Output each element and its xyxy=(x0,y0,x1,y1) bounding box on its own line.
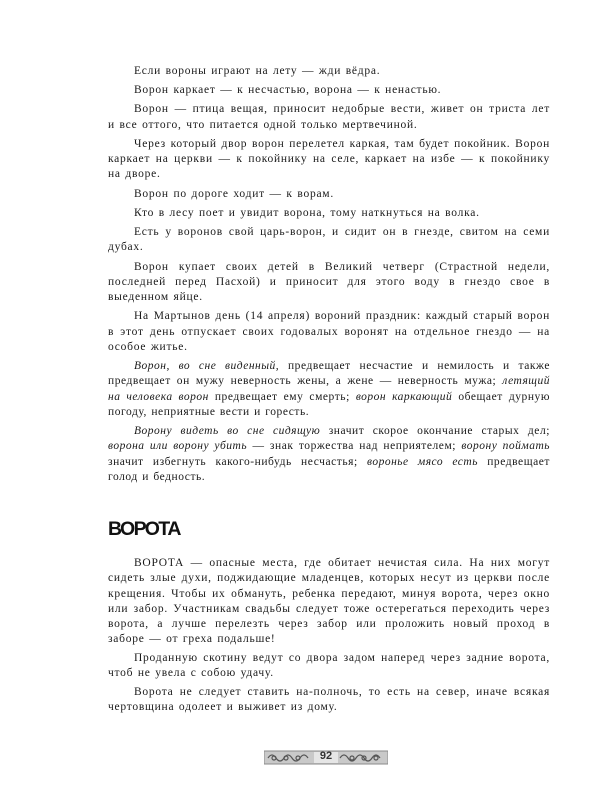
section-heading: ВОРОТА xyxy=(108,518,180,540)
paragraph xyxy=(108,64,550,79)
text-run: предвещает несчастие и немилость и также предвещает он мужу неверность жены, а жене — неверность мужа; xyxy=(108,360,550,388)
paragraph xyxy=(108,651,550,682)
text-run: Через который двор ворон перелетел каркая, там будет покойник. Ворон каркает на церкви — к покойнику на селе, каркает на избе — к покойнику на дворе. xyxy=(108,137,550,181)
italic-phrase: летящий на человека ворон xyxy=(108,375,550,403)
paragraph xyxy=(108,137,550,183)
paragraph xyxy=(108,359,550,420)
paragraph xyxy=(108,424,550,485)
text-run: На Мартынов день (14 апреля) вороний праздник: каждый старый ворон в этот день отпускает своих годовалых воронят на отдельное гнездо — на особое житье. xyxy=(108,310,550,353)
text-run: предвещает ему смерть; xyxy=(208,390,356,403)
paragraph xyxy=(108,225,550,256)
paragraph xyxy=(108,102,550,133)
text-run: Кто в лесу поет и увидит ворона, тому наткнуться на волка. xyxy=(134,206,480,219)
paragraph xyxy=(108,309,550,355)
text-run: Проданную скотину ведут со двора задом наперед через задние ворота, чтоб не увела с собою удачу. xyxy=(108,652,550,680)
text-run: Ворон по дороге ходит — к ворам. xyxy=(134,187,334,200)
text-run: значит избегнуть какого-нибудь несчастья; xyxy=(108,455,367,468)
italic-phrase: Ворону видеть во сне сидящую xyxy=(134,425,321,438)
italic-phrase: ворона или ворону убить xyxy=(108,440,248,453)
italic-phrase: ворон каркающий xyxy=(355,390,453,403)
page-footer-ornament xyxy=(264,749,388,766)
text-run: — знак торжества над неприятелем; xyxy=(247,440,462,453)
text-run: Ворон купает своих детей в Великий четверг (Страстной недели, последней перед Пасхой) и приносит для этого воду в гнездо свое в выеденном яйце. xyxy=(108,260,550,304)
text-run: значит скорое окончание старых дел; xyxy=(320,425,550,438)
text-run: обещает дурную погоду, неприятные вести и горесть. xyxy=(108,390,550,418)
text-run: Ворон каркает — к несчастью, ворона — к ненастью. xyxy=(134,84,442,97)
paragraph xyxy=(108,187,550,202)
paragraph xyxy=(108,206,550,221)
gate-section-text xyxy=(108,556,550,719)
italic-phrase: ворону поймать xyxy=(461,440,551,453)
text-run: Ворон — птица вещая, приносит недобрые вести, живет он триста лет и все оттого, что питается одной только мертвечиной. xyxy=(108,103,550,131)
paragraph xyxy=(108,83,550,98)
text-run: ВОРОТА — опасные места, где обитает нечистая сила. На них могут сидеть злые духи, поджидающие младенцев, которых несут из церкви после крещения. Чтобы их обмануть, ребенка передают, минуя ворота, через окно или забор. Участникам свадьбы следует тоже остерегаться переходить через ворота, а лучше перелезть через забор или проложить новый проход в заборе — от греха подальше! xyxy=(108,557,550,646)
italic-phrase: Ворон, во сне виденный, xyxy=(134,360,280,373)
text-run: Если вороны играют на лету — жди вёдра. xyxy=(134,65,381,77)
page-number: 92 xyxy=(319,750,333,762)
paragraph xyxy=(108,685,550,716)
text-run: Ворота не следует ставить на-полночь, то есть на север, иначе всякая чертовщина одолеет и выживет из дому. xyxy=(108,686,550,714)
raven-section-text xyxy=(108,64,550,489)
paragraph xyxy=(108,556,550,648)
paragraph xyxy=(108,260,550,306)
text-run: Есть у воронов свой царь-ворон, и сидит он в гнезде, свитом на семи дубах. xyxy=(108,226,550,254)
italic-phrase: воронье мясо есть xyxy=(367,455,478,468)
text-run: предвещает голод и бедность. xyxy=(108,455,550,484)
